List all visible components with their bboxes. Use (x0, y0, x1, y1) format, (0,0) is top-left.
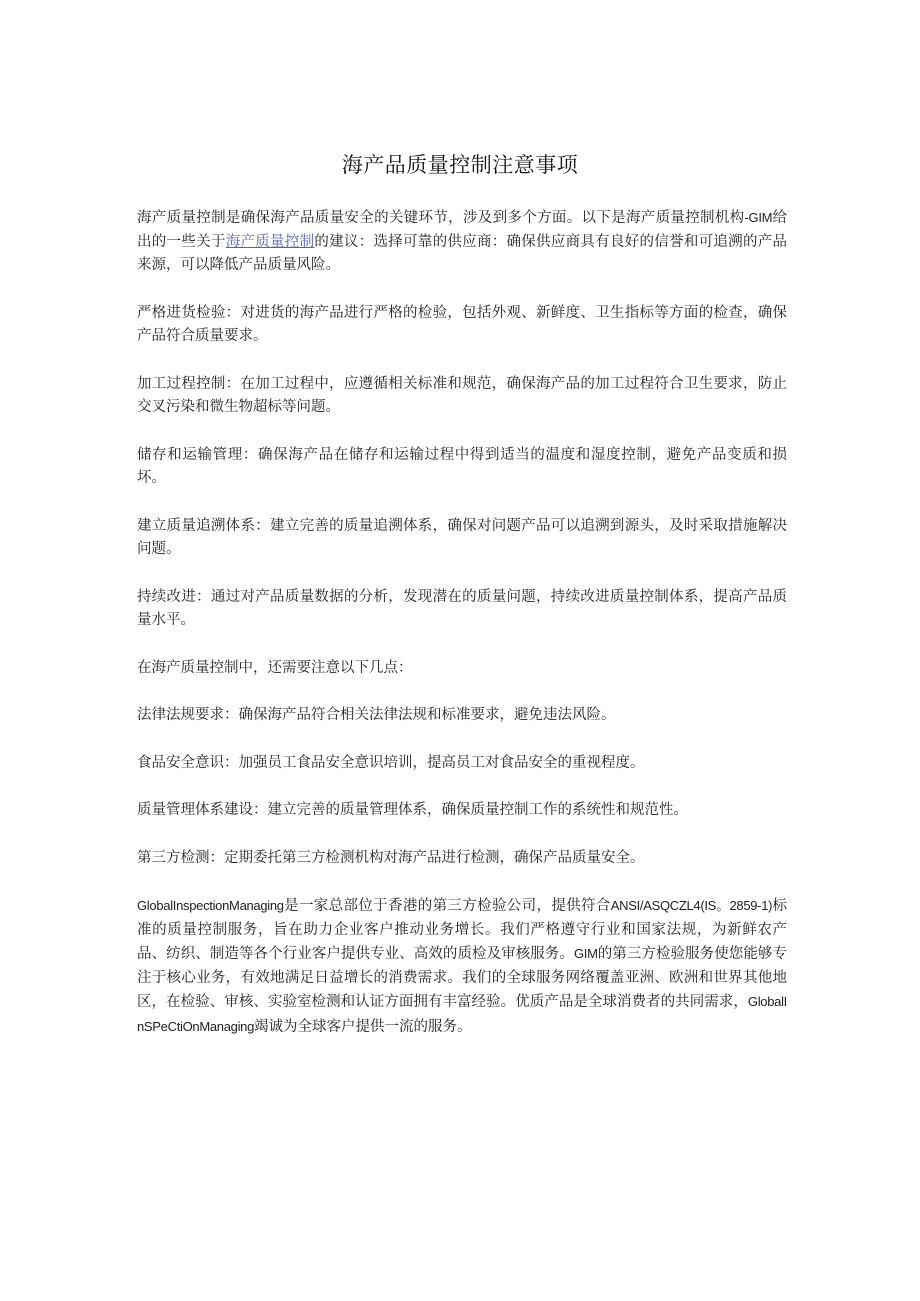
paragraph-continuous-improvement: 持续改进：通过对产品质量数据的分析，发现潜在的质量问题，持续改进质量控制体系，提高产品质量水平。 (137, 588, 787, 628)
intro-text-2: 给出的一些关于 (137, 210, 788, 250)
paragraph-legal-requirements: 法律法规要求：确保海产品符合相关法律法规和标准要求，避免违法风险。 (137, 707, 616, 723)
paragraph-quality-system: 质量管理体系建设：建立完善的质量管理体系，确保质量控制工作的系统性和规范性。 (137, 802, 688, 818)
closing-text-2: 标准的质量控制服务，旨在助力企业客户推动业务增长。我们严格遵守行业和国家法规，为新鲜农产品、纺织、制造等各个行业客户提供专业、高效的质检及审核服务。 (137, 898, 788, 962)
paragraph-incoming-inspection: 严格进货检验：对进货的海产品进行严格的检验，包括外观、新鲜度、卫生指标等方面的检查，确保产品符合质量要求。 (137, 304, 787, 344)
closing-standard: ANSI/ASQCZL4(IS。2859-1) (610, 898, 773, 913)
intro-text-1: 海产质量控制是确保海产品质量安全的关键环节，涉及到多个方面。以下是海产质量控制机构 (137, 210, 745, 226)
paragraph-additional-notes: 在海产质量控制中，还需要注意以下几点： (137, 659, 413, 676)
intro-brand-short: -GIM (744, 210, 773, 225)
seafood-quality-link[interactable]: 海产质量控制 (225, 233, 315, 250)
paragraph-food-safety: 食品安全意识：加强员工食品安全意识培训，提高员工对食品安全的重视程度。 (137, 754, 645, 771)
closing-brand-full: GlobalInspectionManaging (137, 898, 284, 913)
document-body (137, 206, 787, 1063)
paragraph-storage-transport: 储存和运输管理：确保海产品在储存和运输过程中得到适当的温度和湿度控制，避免产品变质和损坏。 (137, 446, 787, 486)
paragraph-third-party-testing: 第三方检测：定期委托第三方检测机构对海产品进行检测，确保产品质量安全。 (137, 849, 645, 866)
closing-brand-full-alt: GlobalInSPeCtiOnManaging (137, 994, 787, 1034)
closing-paragraph (137, 894, 787, 1039)
intro-paragraph (137, 206, 787, 278)
document-title: 海产品质量控制注意事项 (341, 153, 579, 177)
paragraph-traceability: 建立质量追溯体系：建立完善的质量追溯体系，确保对问题产品可以追溯到源头，及时采取措施解决问题。 (137, 517, 787, 557)
closing-text-1: 是一家总部位于香港的第三方检验公司，提供符合 (283, 898, 611, 914)
closing-text-3: 的第三方检验服务使您能够专注于核心业务，有效地满足日益增长的消费需求。我们的全球服务网络覆盖亚洲、欧洲和世界其他地区，在检验、审核、实验室检测和认证方面拥有丰富经验。优质产品是全球消费者的共同需求， (137, 946, 787, 1010)
closing-text-4: 竭诚为全球客户提供一流的服务。 (254, 1018, 472, 1035)
intro-text-3: 的建议：选择可靠的供应商：确保供应商具有良好的信誉和可追溯的产品来源，可以降低产品质量风险。 (137, 233, 788, 273)
paragraph-process-control: 加工过程控制：在加工过程中，应遵循相关标准和规范，确保海产品的加工过程符合卫生要求，防止交叉污染和微生物超标等问题。 (137, 375, 787, 415)
closing-brand-short: GIM (573, 946, 598, 961)
